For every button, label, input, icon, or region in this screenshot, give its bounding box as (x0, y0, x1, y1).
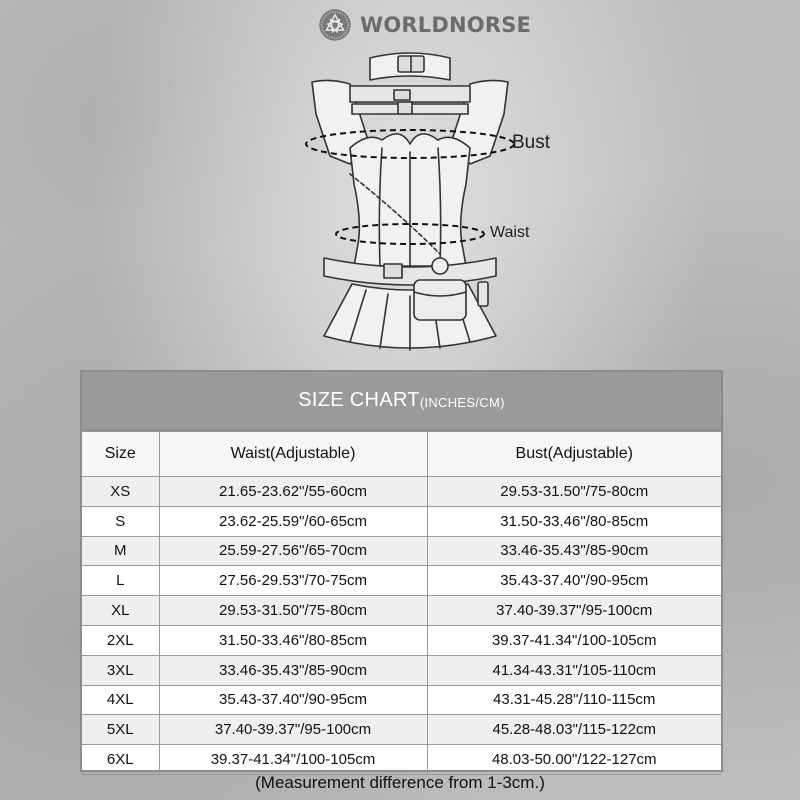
table-row (82, 566, 721, 596)
table-row (82, 596, 721, 626)
brand-name: WORLDNORSE (360, 13, 532, 37)
size-cell: XL (82, 596, 159, 626)
size-cell: L (82, 566, 159, 596)
bust-label: Bust (512, 132, 551, 153)
size-cell: XS (82, 477, 159, 507)
size-cell: M (82, 536, 159, 566)
corset-illustration (290, 44, 530, 366)
column-header-waist: Waist(Adjustable) (159, 432, 427, 477)
size-cell: S (82, 506, 159, 536)
bust-cell: 39.37-41.34"/100-105cm (427, 625, 721, 655)
waist-cell: 27.56-29.53"/70-75cm (159, 566, 427, 596)
table-header-row (82, 432, 721, 477)
waist-cell: 39.37-41.34"/100-105cm (159, 745, 427, 775)
bust-cell: 37.40-39.37"/95-100cm (427, 596, 721, 626)
waist-cell: 35.43-37.40"/90-95cm (159, 685, 427, 715)
bust-cell: 45.28-48.03"/115-122cm (427, 715, 721, 745)
measurement-note: (Measurement difference from 1-3cm.) (255, 773, 545, 792)
bust-cell: 41.34-43.31"/105-110cm (427, 655, 721, 685)
waist-cell: 37.40-39.37"/95-100cm (159, 715, 427, 745)
bust-cell: 43.31-45.28"/110-115cm (427, 685, 721, 715)
size-cell: 2XL (82, 625, 159, 655)
bust-cell: 33.46-35.43"/85-90cm (427, 536, 721, 566)
bust-cell: 31.50-33.46"/80-85cm (427, 506, 721, 536)
size-cell: 4XL (82, 685, 159, 715)
bust-cell: 29.53-31.50"/75-80cm (427, 477, 721, 507)
waist-cell: 23.62-25.59"/60-65cm (159, 506, 427, 536)
column-header-bust: Bust(Adjustable) (427, 432, 721, 477)
table-row (82, 536, 721, 566)
table-row (82, 625, 721, 655)
column-header-size: Size (82, 432, 159, 477)
size-chart-title-unit: (INCHES/CM) (419, 394, 505, 410)
size-cell: 5XL (82, 715, 159, 745)
waist-cell: 31.50-33.46"/80-85cm (159, 625, 427, 655)
table-row (82, 477, 721, 507)
brand-header (318, 7, 531, 43)
valknut-logo-icon (318, 8, 352, 42)
bust-cell: 48.03-50.00"/122-127cm (427, 745, 721, 775)
size-table (82, 431, 721, 775)
size-cell: 6XL (82, 745, 159, 775)
bust-cell: 35.43-37.40"/90-95cm (427, 566, 721, 596)
table-row (82, 685, 721, 715)
table-row (82, 655, 721, 685)
waist-cell: 21.65-23.62"/55-60cm (159, 477, 427, 507)
size-chart-title-main: SIZE CHART (298, 389, 420, 411)
table-row (82, 715, 721, 745)
waist-cell: 29.53-31.50"/75-80cm (159, 596, 427, 626)
size-chart-title (82, 372, 721, 431)
waist-cell: 25.59-27.56"/65-70cm (159, 536, 427, 566)
waist-label: Waist (490, 224, 530, 241)
size-chart (80, 370, 723, 772)
table-row (82, 745, 721, 775)
table-row (82, 506, 721, 536)
size-cell: 3XL (82, 655, 159, 685)
waist-cell: 33.46-35.43"/85-90cm (159, 655, 427, 685)
